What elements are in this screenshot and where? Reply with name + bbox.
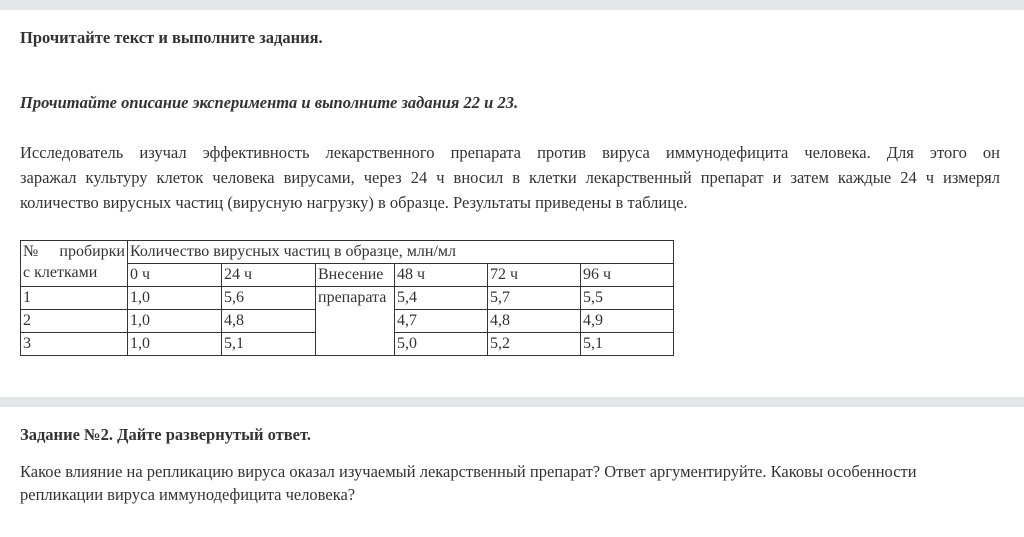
- value-72h: 5,7: [488, 287, 581, 310]
- description-line: Исследователь изучал эффективность лекарственного препарата против вируса иммунодефицита человека. Для этого он: [20, 143, 1000, 162]
- tube-number: 1: [21, 287, 128, 310]
- drug-addition-cell: препарата: [316, 287, 395, 356]
- time-header-24h: 24 ч: [222, 264, 316, 287]
- value-48h: 5,0: [395, 333, 488, 356]
- description-line: количество вирусных частиц (вирусную нагрузку) в образце. Результаты приведены в таблице.: [20, 193, 688, 212]
- time-header-0h: 0 ч: [128, 264, 222, 287]
- time-header-96h: 96 ч: [581, 264, 674, 287]
- value-0h: 1,0: [128, 287, 222, 310]
- tube-header-part: пробирки: [59, 243, 125, 260]
- value-96h: 5,5: [581, 287, 674, 310]
- tube-header-part: с клетками: [23, 264, 98, 281]
- tube-number: 2: [21, 310, 128, 333]
- time-header-48h: 48 ч: [395, 264, 488, 287]
- question-line: репликации вируса иммунодефицита человека?: [20, 485, 356, 504]
- tube-number: 3: [21, 333, 128, 356]
- results-table: [20, 240, 674, 356]
- top-divider-bar: [0, 0, 1024, 10]
- task-question: [20, 460, 1005, 506]
- value-0h: 1,0: [128, 310, 222, 333]
- drug-addition-header: Внесение: [316, 264, 395, 287]
- table-header-row: [21, 241, 674, 264]
- table-row: [21, 287, 674, 310]
- value-24h: 5,6: [222, 287, 316, 310]
- value-96h: 5,1: [581, 333, 674, 356]
- tube-header-part: №: [23, 243, 39, 260]
- value-24h: 4,8: [222, 310, 316, 333]
- main-heading: Прочитайте текст и выполните задания.: [20, 28, 323, 47]
- quantity-header: Количество вирусных частиц в образце, млн/мл: [128, 241, 674, 264]
- value-0h: 1,0: [128, 333, 222, 356]
- value-48h: 5,4: [395, 287, 488, 310]
- experiment-heading: Прочитайте описание эксперимента и выполните задания 22 и 23.: [20, 93, 519, 112]
- value-72h: 4,8: [488, 310, 581, 333]
- experiment-description: [20, 140, 1000, 215]
- value-48h: 4,7: [395, 310, 488, 333]
- tube-number-header: [21, 241, 128, 287]
- value-24h: 5,1: [222, 333, 316, 356]
- task-heading: Задание №2. Дайте развернутый ответ.: [20, 425, 311, 444]
- value-72h: 5,2: [488, 333, 581, 356]
- value-96h: 4,9: [581, 310, 674, 333]
- question-line: Какое влияние на репликацию вируса оказал изучаемый лекарственный препарат? Ответ аргументируйте. Каковы особенности: [20, 462, 917, 481]
- time-header-72h: 72 ч: [488, 264, 581, 287]
- description-line: заражал культуру клеток человека вирусами, через 24 ч вносил в клетки лекарственный препарат и затем каждые 24 ч измерял: [20, 168, 1000, 187]
- section-divider-bar: [0, 397, 1024, 407]
